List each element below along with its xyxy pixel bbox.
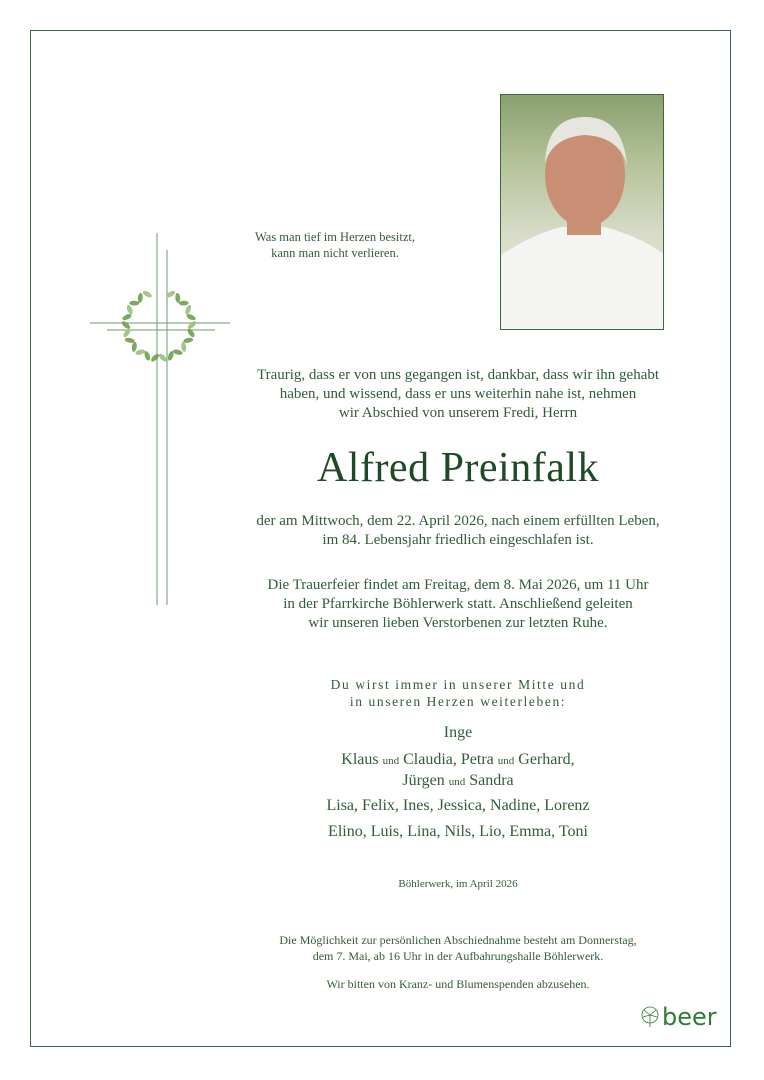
mourner-greatgrandchildren: Elino, Luis, Lina, Nils, Lio, Emma, Toni: [328, 823, 588, 840]
beer-logo: [640, 1005, 717, 1029]
wreath-leaf: [184, 304, 192, 315]
portrait-figure: [501, 95, 664, 330]
death-line: der am Mittwoch, dem 22. April 2026, nach einem erfüllten Leben,: [256, 513, 660, 529]
wreath-leaf: [175, 293, 181, 303]
intro-line: haben, und wissend, dass er uns weiterhin nahe ist, nehmen: [279, 386, 637, 402]
dandelion-icon: [640, 1006, 660, 1028]
wreath-leaf: [135, 349, 146, 356]
mourner: Klaus: [341, 751, 379, 768]
mourner: Claudia, Petra: [403, 751, 494, 768]
wreath-leaf: [137, 293, 143, 303]
memory-line: in unseren Herzen weiterleben:: [349, 694, 567, 709]
memory-text: [208, 676, 708, 710]
viewing-line: Die Möglichkeit zur persönlichen Abschiednahme besteht am Donnerstag,: [279, 933, 637, 947]
funeral-line: wir unseren lieben Verstorbenen zur letzten Ruhe.: [308, 615, 608, 631]
wreath-leaf: [179, 301, 189, 306]
funeral-line: Die Trauerfeier findet am Freitag, dem 8. Mai 2026, um 11 Uhr: [267, 577, 649, 593]
intro-line: wir Abschied von unserem Fredi, Herrn: [338, 405, 578, 421]
mourner-grandchildren: Lisa, Felix, Ines, Jessica, Nadine, Lorenz: [326, 797, 590, 814]
wreath-leaf: [126, 304, 134, 315]
logo-text: beer: [662, 1003, 717, 1031]
memory-line: Du wirst immer in unserer Mitte und: [330, 677, 586, 692]
portrait-photo: [500, 94, 664, 330]
funeral-text: [208, 576, 708, 633]
und: und: [448, 776, 466, 788]
wreath-leaf: [187, 320, 198, 330]
mourner: Sandra: [469, 772, 514, 789]
quote-line: Was man tief im Herzen besitzt,: [254, 230, 416, 244]
und: und: [382, 755, 400, 767]
mourner: Jürgen: [402, 772, 445, 789]
funeral-line: in der Pfarrkirche Böhlerwerk statt. Anschließend geleiten: [283, 596, 633, 612]
quote-line: kann man nicht verlieren.: [271, 246, 399, 260]
death-text: [208, 512, 708, 550]
quote: [230, 229, 440, 261]
flowers-note: Wir bitten von Kranz- und Blumenspenden abzusehen.: [326, 977, 590, 991]
mourner-spouse: Inge: [443, 724, 473, 741]
viewing-text: [200, 932, 716, 964]
wreath-leaf: [122, 327, 132, 338]
place-date: Böhlerwerk, im April 2026: [398, 878, 518, 890]
wreath-leaf: [131, 342, 137, 353]
und: und: [497, 755, 515, 767]
wreath-leaf: [186, 327, 196, 338]
wreath-leaf: [181, 342, 187, 353]
mourner-children: [208, 750, 708, 792]
mourner: Gerhard,: [518, 751, 575, 768]
wreath-leaf: [172, 349, 183, 356]
intro-line: Traurig, dass er von uns gegangen ist, dankbar, dass wir ihn gehabt: [256, 367, 660, 383]
death-line: im 84. Lebensjahr friedlich eingeschlafen ist.: [322, 532, 594, 548]
wreath-leaf: [150, 353, 161, 363]
intro-text: [208, 366, 708, 423]
viewing-line: dem 7. Mai, ab 16 Uhr in der Aufbahrungshalle Böhlerwerk.: [312, 949, 604, 963]
wreath-leaf: [121, 320, 132, 330]
wreath-leaf: [129, 301, 139, 306]
deceased-name: Alfred Preinfalk: [316, 445, 600, 491]
wreath-leaf: [142, 290, 153, 299]
